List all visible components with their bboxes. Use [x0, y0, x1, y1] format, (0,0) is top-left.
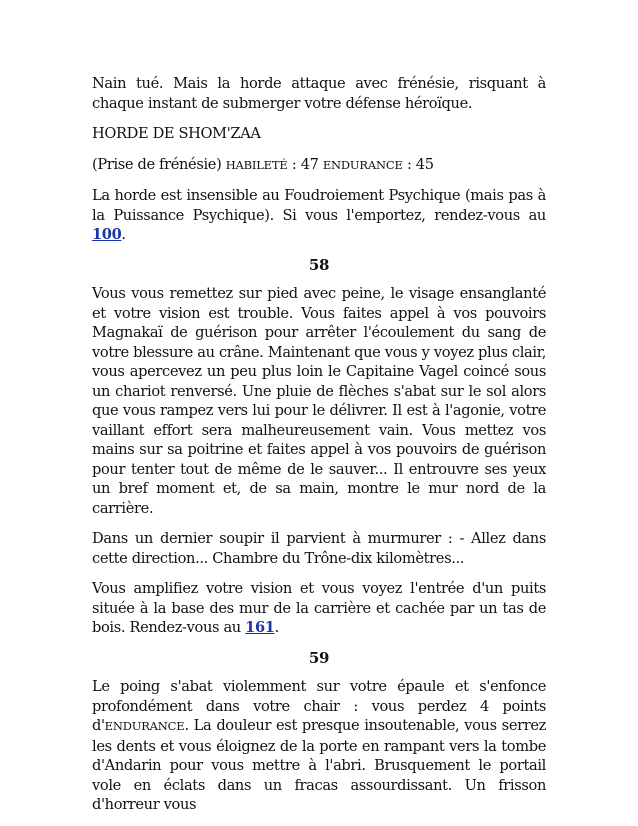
section58-paragraph-1: Vous vous remettez sur pied avec peine, le visage ensanglanté et votre vision est trouble. Vous faites appel à vos pouvoirs Magnakaï de guérison pour arrêter l'écoulement du sang de votre blessure au crâne. Maintenant que vous y voyez plus clair, vous apercevez un peu plus loin le Capitaine Vagel coincé sous un chariot renversé. Une pluie de flèches s'abat sur le sol alors que vous rampez vers lui pour le délivrer. Il est à l'agonie, votre vaillant effort sera malheureusement vain. Vous mettez vos mains sur sa poitrine et faites appel à vos pouvoirs de guérison pour tenter tout de même de le sauver... Il entrouvre ses yeux un bref moment et, de sa main, montre le mur nord de la carrière.	[92, 285, 546, 517]
habilete-value: : 47	[287, 155, 323, 173]
section58-p3-end: .	[274, 619, 279, 636]
section-heading-59: 59	[308, 648, 330, 667]
page-content	[92, 74, 546, 826]
link-section-161[interactable]: 161	[245, 619, 275, 636]
section59-p1-b: . La douleur est presque insoutenable, vous serrez les dents et vous éloignez de la porte en rampant vers la tombe d'Andarin pour vous mettre à l'abri. Brusquement le portail vole en éclats dans un fracas assourdissant. Un frisson d'horreur vous	[92, 717, 546, 813]
combat-note-end: .	[121, 226, 126, 243]
section58-paragraph-2: Dans un dernier soupir il parvient à murmurer : - Allez dans cette direction... Chambre du Trône-dix kilomètres...	[92, 530, 546, 567]
section59-endurance: ENDURANCE	[104, 719, 185, 733]
section58-p3-text: Vous amplifiez votre vision et vous voyez l'entrée d'un puits située à la base des mur de la carrière et cachée par un tas de bois. Rendez-vous au	[92, 580, 546, 636]
endurance-label: ENDURANCE	[322, 157, 403, 172]
paragraph-intro: Nain tué. Mais la horde attaque avec frénésie, risquant à chaque instant de submerger votre défense héroïque.	[92, 75, 546, 112]
enemy-stats-prefix: (Prise de frénésie)	[92, 155, 226, 173]
enemy-stats	[92, 155, 546, 176]
section59-p1-a: Le poing s'abat violemment sur votre épaule et s'enfonce profondément dans votre chair : vous perdez 4 points d'	[92, 678, 546, 734]
section58-paragraph-3	[92, 579, 546, 638]
endurance-value: : 45	[402, 155, 434, 173]
enemy-name: HORDE DE SHOM'ZAA	[92, 125, 261, 142]
section59-paragraph-1	[92, 677, 546, 815]
combat-note-text: La horde est insensible au Foudroiement Psychique (mais pas à la Puissance Psychique). Si vous l'emportez, rendez-vous au	[92, 187, 546, 224]
link-section-100[interactable]: 100	[92, 226, 122, 243]
section-heading-58: 58	[308, 255, 330, 274]
paragraph-combat-note	[92, 186, 546, 245]
habilete-label: HABILETÉ	[225, 157, 288, 172]
